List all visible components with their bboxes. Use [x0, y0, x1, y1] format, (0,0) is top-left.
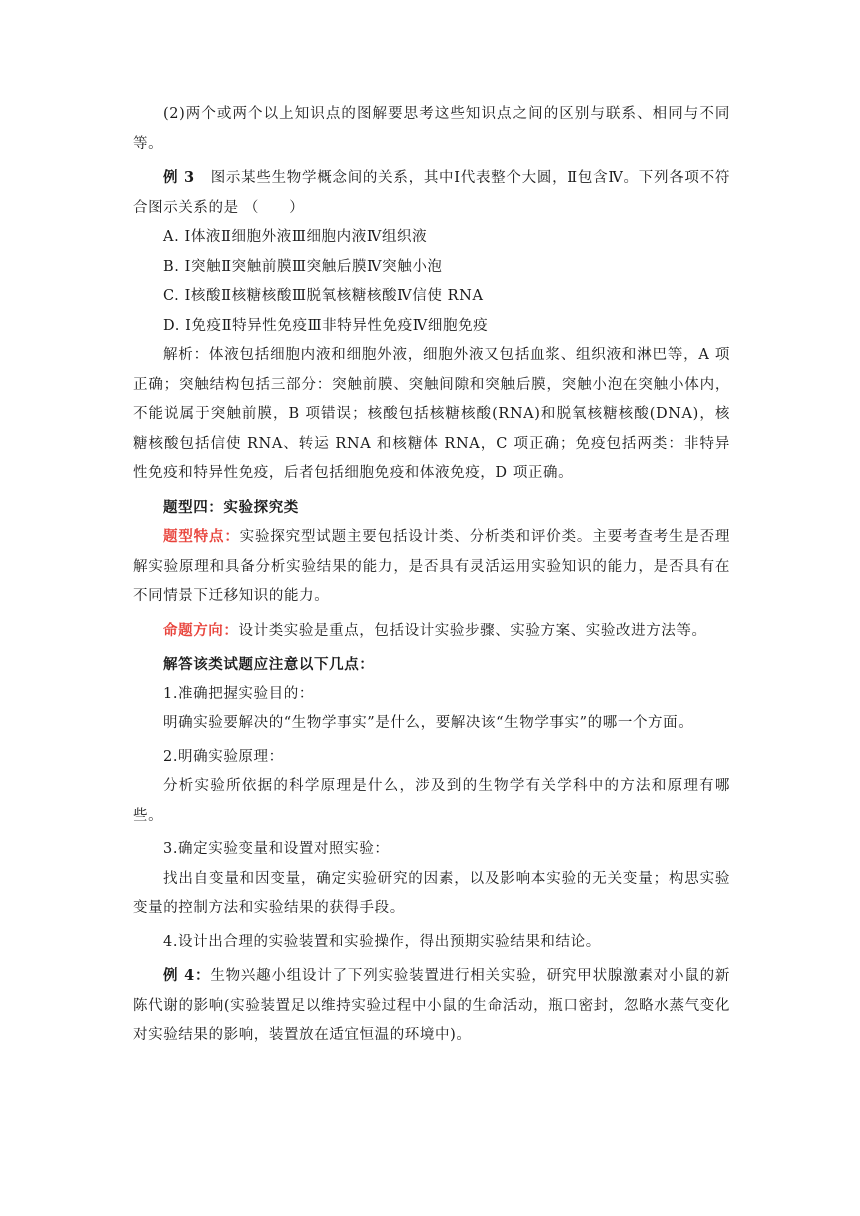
example-3-analysis: 解析：体液包括细胞内液和细胞外液，细胞外液又包括血浆、组织液和淋巴等，A 项正确；突触结构包括三部分：突触前膜、突触间隙和突触后膜，突触小泡在突触小体内，不能说属于突触前膜，B 项错误；核酸包括核糖核酸(RNA)和脱氧核糖核酸(DNA)，核糖核酸包括信使 RNA、转运 RNA 和核糖体 RNA，C 项正确；免疫包括两类：非特异性免疫和特异性免疫，后者包括细胞免疫和体液免疫，D 项正确。	[133, 347, 730, 481]
point-3-body: 找出自变量和因变量，确定实验研究的因素，以及影响本实验的无关变量；构思实验变量的控制方法和实验结果的获得手段。	[133, 870, 730, 916]
features-label: 题型特点：	[163, 528, 240, 545]
section-heading-type4: 题型四：实验探究类	[163, 498, 299, 516]
paragraph-diagram-tips: (2)两个或两个以上知识点的图解要思考这些知识点之间的区别与联系、相同与不同等。	[133, 106, 730, 152]
option-c: C. Ⅰ核酸Ⅱ核糖核酸Ⅲ脱氧核糖核酸Ⅳ信使 RNA	[163, 288, 484, 304]
example-3-question: 图示某些生物学概念间的关系，其中Ⅰ代表整个大圆，Ⅱ包含Ⅳ。下列各项不符合图示关系的是 （ ）	[133, 170, 730, 216]
option-b: B. Ⅰ突触Ⅱ突触前膜Ⅲ突触后膜Ⅳ突触小泡	[163, 258, 443, 275]
example-3-stem	[133, 163, 730, 223]
points-heading: 解答该类试题应注意以下几点：	[163, 656, 375, 673]
example-3-label: 例 3	[163, 169, 195, 186]
point-1-title: 1.准确把握实验目的：	[163, 685, 314, 702]
point-4-title: 4.设计出合理的实验装置和实验操作，得出预期实验结果和结论。	[163, 933, 601, 950]
type4-direction	[133, 616, 730, 647]
example-4	[133, 961, 730, 1051]
option-a: A. Ⅰ体液Ⅱ细胞外液Ⅲ细胞内液Ⅳ组织液	[163, 229, 428, 245]
example-4-text: 生物兴趣小组设计了下列实验装置进行相关实验，研究甲状腺激素对小鼠的新陈代谢的影响(实验装置足以维持实验过程中小鼠的生命活动，瓶口密封，忽略水蒸气变化对实验结果的影响，装置放在适宜恒温的环境中)。	[133, 968, 730, 1043]
point-1-body: 明确实验要解决的“生物学事实”是什么，要解决该“生物学事实”的哪一个方面。	[163, 715, 694, 731]
type4-features	[133, 522, 730, 612]
features-text: 实验探究型试题主要包括设计类、分析类和评价类。主要考查考生是否理解实验原理和具备分析实验结果的能力，是否具有灵活运用实验知识的能力，是否具有在不同情景下迁移知识的能力。	[133, 529, 730, 604]
direction-label: 命题方向：	[163, 621, 239, 639]
point-2-body: 分析实验所依据的科学原理是什么，涉及到的生物学有关学科中的方法和原理有哪些。	[133, 778, 730, 824]
option-d: D. Ⅰ免疫Ⅱ特异性免疫Ⅲ非特异性免疫Ⅳ细胞免疫	[163, 317, 489, 334]
example-4-label: 例 4：	[163, 967, 211, 984]
direction-text: 设计类实验是重点，包括设计实验步骤、实验方案、实验改进方法等。	[238, 622, 707, 639]
point-3-title: 3.确定实验变量和设置对照实验：	[163, 841, 390, 857]
point-2-title: 2.明确实验原理：	[163, 748, 284, 765]
